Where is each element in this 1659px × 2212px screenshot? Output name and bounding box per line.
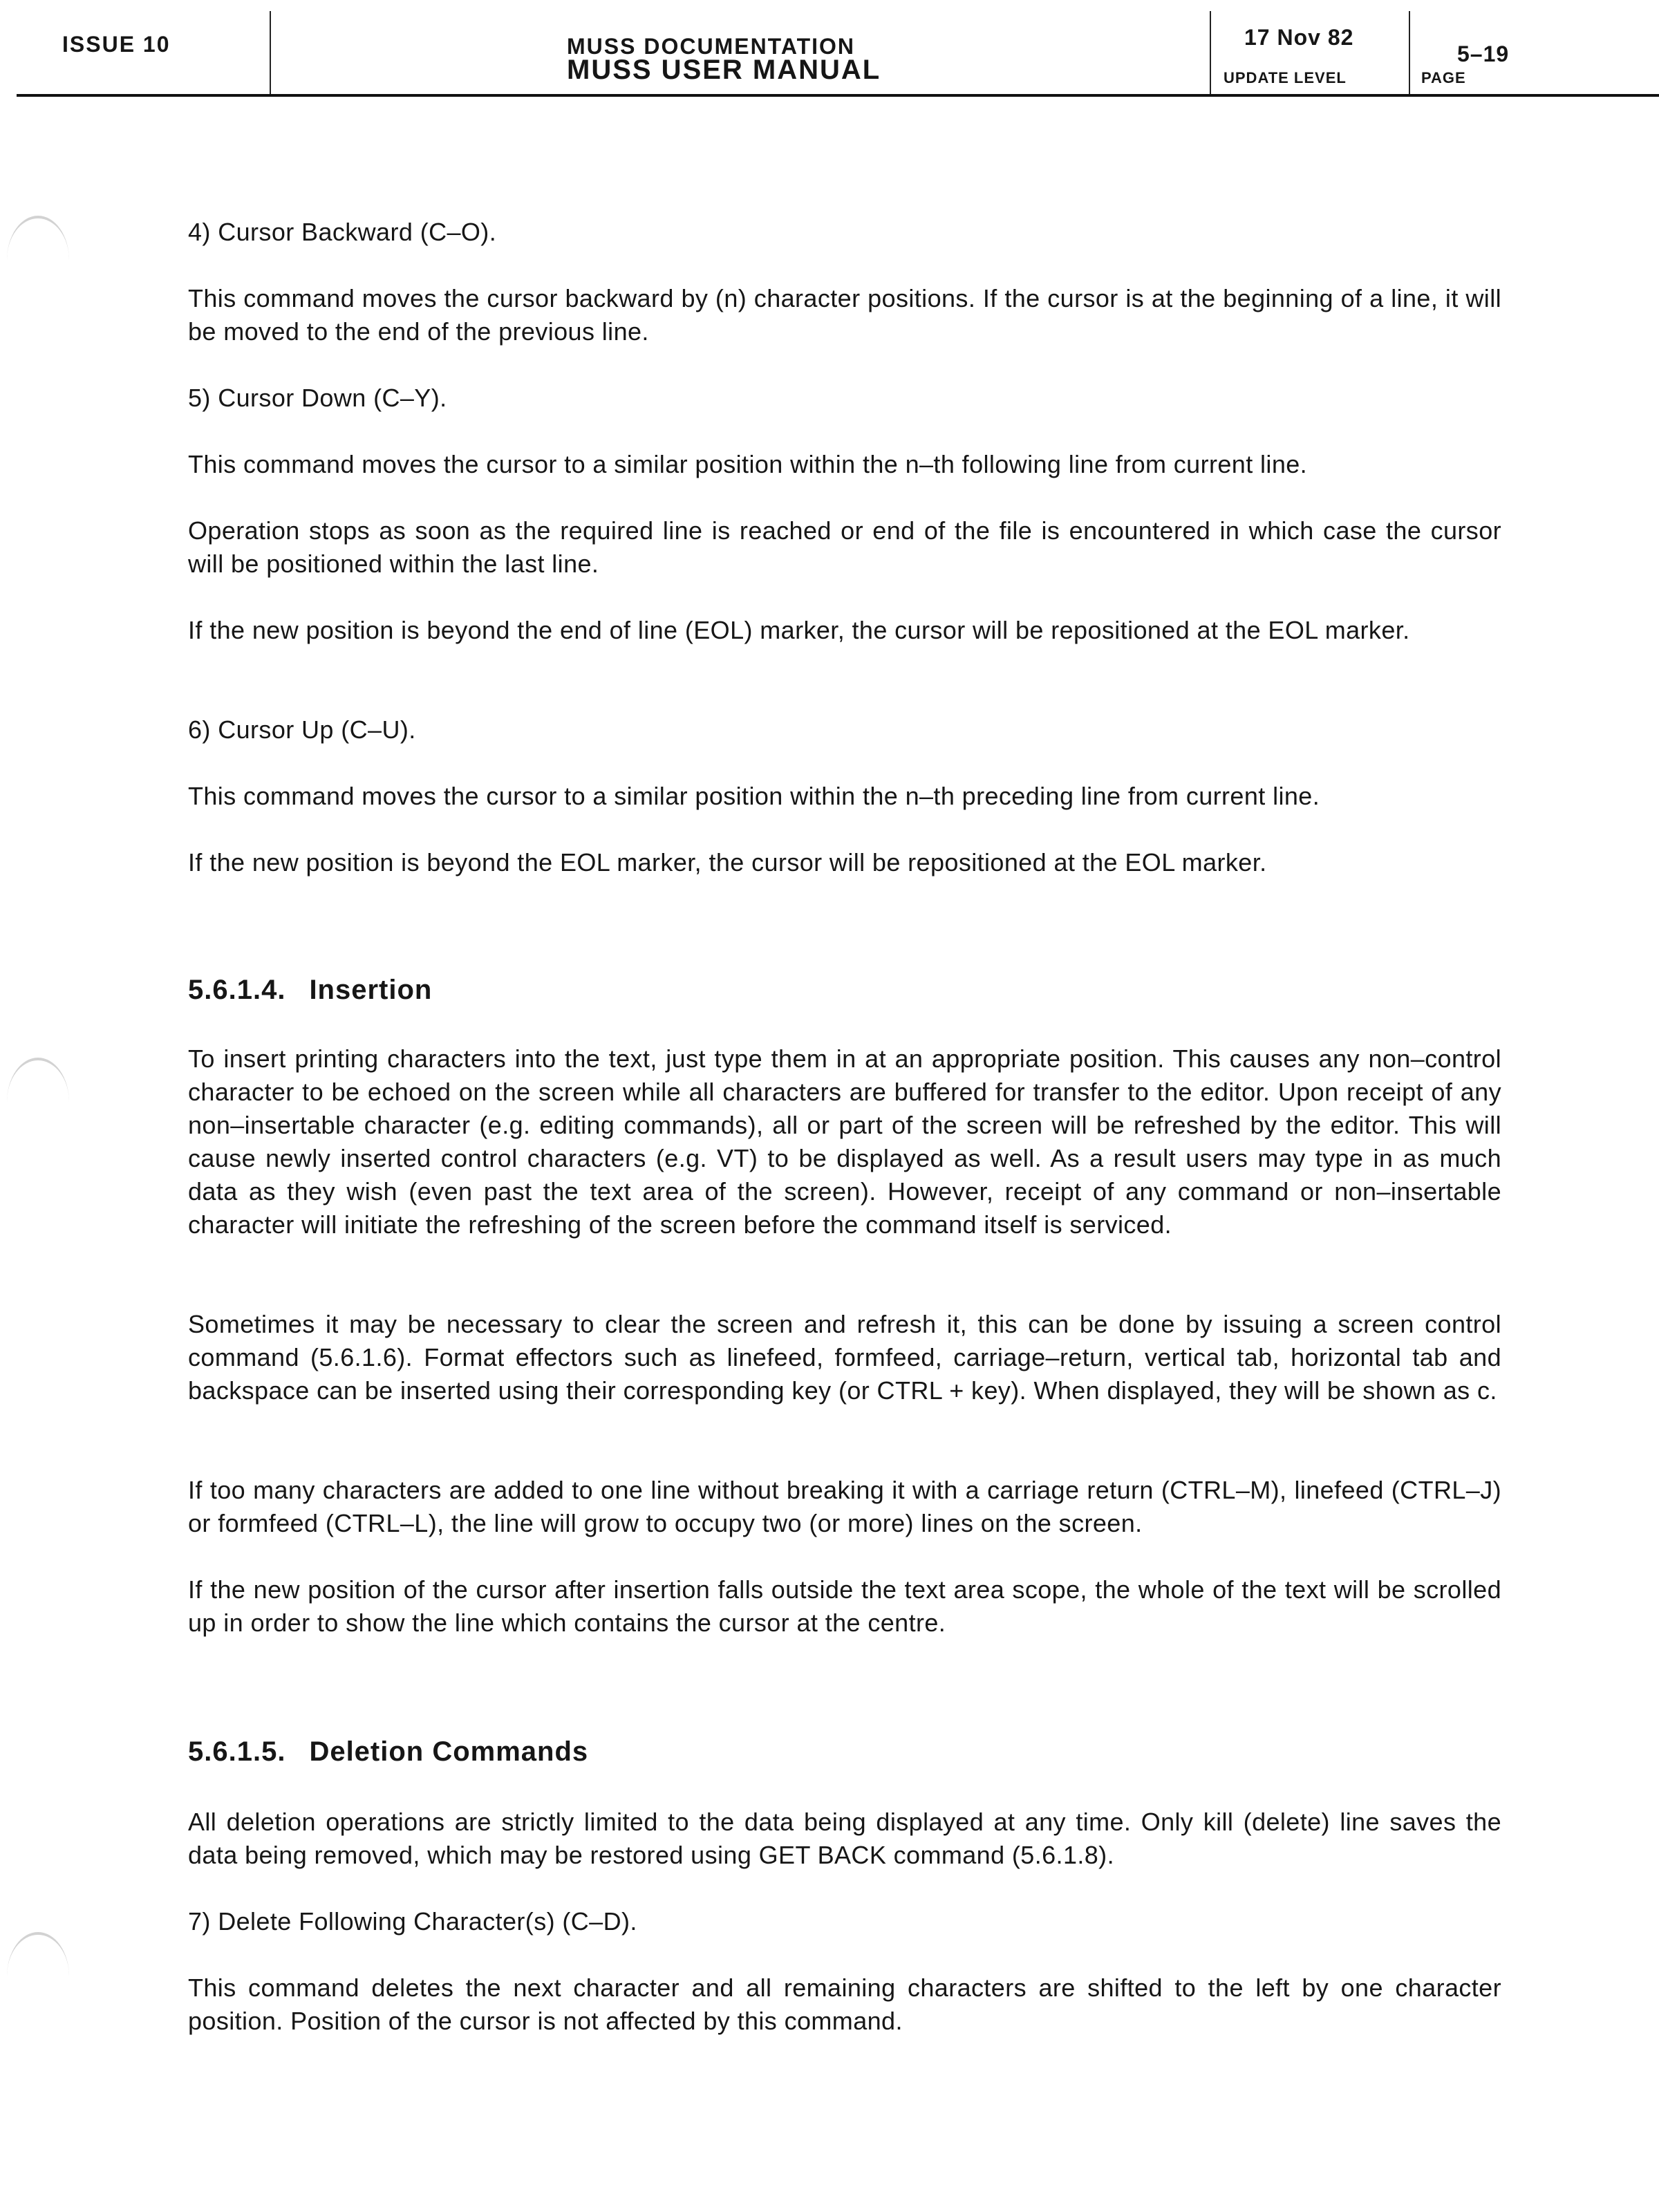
paragraph: Operation stops as soon as the required line is reached or end of the file is encountered in which case the cursor will be positioned within the last line. [188,516,1501,578]
paragraph: All deletion operations are strictly limited to the data being displayed at any time. Only kill (delete) line saves the data being removed, which may be restored using GET BACK command (5.6.1.8). [188,1808,1501,1869]
paragraph: This command deletes the next character and all remaining characters are shifted to the left by one character position. Position of the cursor is not affected by this command. [188,1974,1501,2035]
paragraph: This command moves the cursor to a similar position within the n–th following line from current line. [188,450,1308,478]
section-number: 5.6.1.4. [188,975,286,1005]
paragraph: This command moves the cursor backward by (n) character positions. If the cursor is at the beginning of a line, it will be moved to the end of the previous line. [188,284,1501,346]
command-item-title: 7) Delete Following Character(s) (C–D). [188,1907,637,1936]
document-title: MUSS USER MANUAL [567,55,881,85]
paragraph: If too many characters are added to one line without breaking it with a carriage return (CTRL–M), linefeed (CTRL–J) or formfeed (CTRL–L), the line will grow to occupy two (or more) lines on the screen. [188,1476,1501,1537]
paragraph: This command moves the cursor to a similar position within the n–th preceding line from current line. [188,782,1320,810]
command-item-title: 4) Cursor Backward (C–O). [188,218,497,246]
binder-hole-shadow [7,1058,69,1102]
update-date: 17 Nov 82 [1244,25,1354,50]
document-series: MUSS DOCUMENTATION [567,34,856,59]
header-rule [17,94,1659,97]
paragraph: To insert printing characters into the text, just type them in at an appropriate position. This causes any non–control character to be echoed on the screen while all characters are buffered for transfer to the editor. Upon receipt of any non–insertable character (e.g. editing commands), all or part of the screen will be refreshed by the editor. This will cause newly inserted control characters (e.g. VT) to be displayed as well. As a result users may type in as much data as they wish (even past the text area of the screen). However, receipt of any command or non–insertable character will initiate the refreshing of the screen before the command itself is serviced. [188,1044,1501,1239]
section-title: Insertion [309,975,433,1005]
header-divider [1409,11,1410,95]
header-divider [270,11,271,95]
paragraph: If the new position of the cursor after insertion falls outside the text area scope, the whole of the text will be scrolled up in order to show the line which contains the cursor at the centre. [188,1575,1501,1637]
command-item-title: 6) Cursor Up (C–U). [188,715,416,744]
paragraph: If the new position is beyond the end of line (EOL) marker, the cursor will be repositioned at the EOL marker. [188,616,1410,644]
document-title-block [567,34,881,85]
binder-hole-shadow [7,1932,69,1976]
header-divider [1210,11,1211,95]
page-label: PAGE [1421,69,1466,86]
paragraph: Sometimes it may be necessary to clear the screen and refresh it, this can be done by issuing a screen control command (5.6.1.6). Format effectors such as linefeed, formfeed, carriage–return, vertical tab, horizontal tab and backspace can be inserted using their corresponding key (or CTRL + key). When displayed, they will be shown as c. [188,1310,1501,1405]
paragraph: If the new position is beyond the EOL marker, the cursor will be repositioned at the EOL marker. [188,848,1267,877]
section-heading-deletion [188,1736,588,1768]
page-number: 5–19 [1457,41,1510,66]
binder-hole-shadow [7,216,69,260]
update-level-label: UPDATE LEVEL [1224,69,1347,86]
command-item-title: 5) Cursor Down (C–Y). [188,384,447,412]
section-title: Deletion Commands [309,1736,589,1767]
issue-number: ISSUE 10 [62,32,171,57]
section-number: 5.6.1.5. [188,1736,286,1767]
section-heading-insertion [188,975,432,1006]
